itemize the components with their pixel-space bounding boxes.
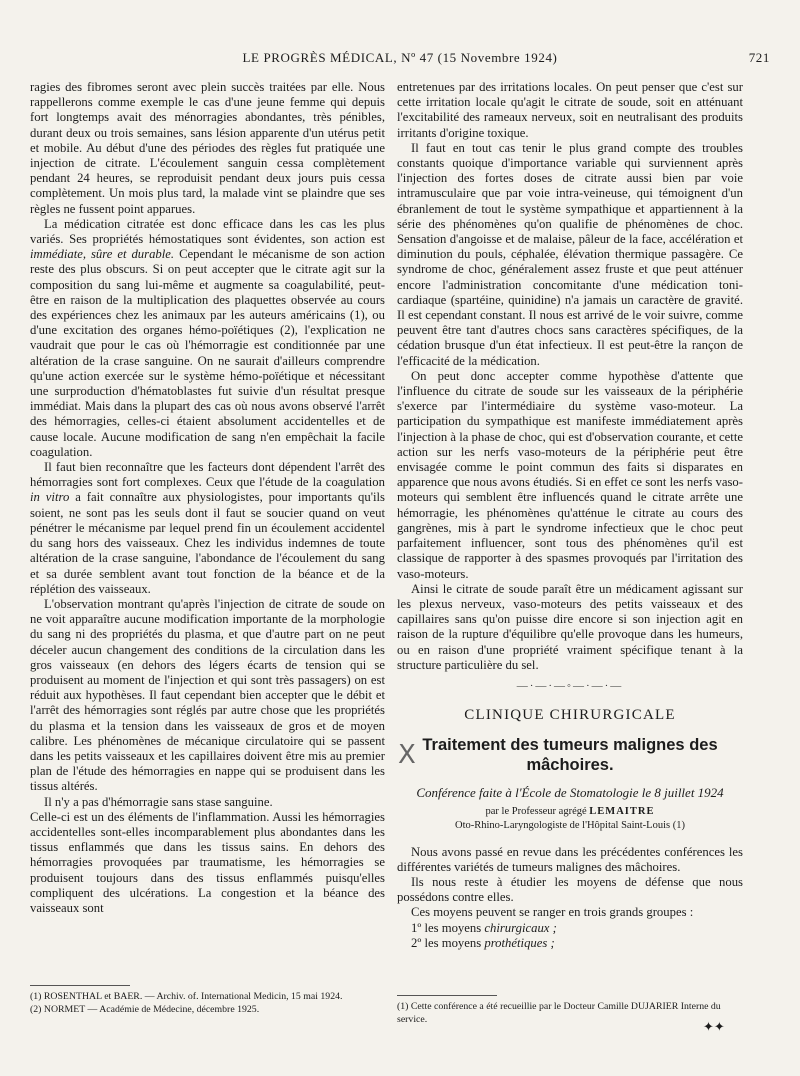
- author-affiliation: Oto-Rhino-Laryngologiste de l'Hôpital Saint-Louis (1): [455, 819, 685, 831]
- paragraph: L'observation montrant qu'après l'injection de citrate de soude on ne voit apparaître aucune modification importante de la morphologie du sang ni des propriétés du plasma, et que d'autre part on ne peut déceler aucun changement des conditions de la circulation dans les gros vaisseaux (en dehors des légers écarts de tension qui se produisent au moment de l'injection et qui sont très passagers) on est réduit aux hypothèses. Il faut cependant bien accepter que le débit et l'arrêt des hémorragies sont réglés par autre chose que les propriétés du plasma et la tension dans les vaisseaux de gros et de moyen calibre. Les phénomènes de mécanique circulatoire qui se passent dans les petits vaisseaux et les capillaires doivent être mis au premier plan de l'étude des hémorragies en nappe qui se produisent dans les tissus altérés.: [30, 596, 385, 794]
- list-item: 2º les moyens prothétiques ;: [411, 935, 555, 950]
- journal-title: LE PROGRÈS MÉDICAL, Nº 47 (15 Novembre 1924): [242, 50, 558, 65]
- footnote: (1) Cette conférence a été recueillie par le Docteur Camille DUJARIER Interne du service.: [397, 1001, 721, 1025]
- right-column: [397, 80, 743, 951]
- paragraph: On peut donc accepter comme hypothèse d'attente que l'influence du citrate de soude sur les vaisseaux de la périphérie s'exerce par l'intermédiaire du système vaso-moteur. La participation du sympathique est manifeste immédiatement après l'injection à la phase de choc, qui est d'observation courante, et cette action sur les nerfs vaso-moteurs de la périphérie peut être envisagée comme le point commun des faits si disparates en apparence que nous avons étudiés. Si en effet ce sont les nerfs vaso-moteurs qui semblent être influencés quand le citrate arrête une hémorragie, les phénomènes qu'atténue le citrate au cours des gangrènes, mis à part le syndrome infectieux que le choc peut parfaitement influencer, sont tous des phénomènes qu'il est classique de rapporter à des spasmes provoqués par l'irritation des vaso-moteurs.: [397, 368, 743, 581]
- paragraph: Ils nous reste à étudier les moyens de défense que nous possédons contre elles.: [397, 874, 743, 905]
- section-heading: CLINIQUE CHIRURGICALE: [464, 707, 676, 724]
- running-header: [30, 50, 770, 70]
- paragraph: Celle-ci est un des éléments de l'inflammation. Aussi les hémorragies accidentelles sont-elles incomparablement plus abondantes dans les tissus enflammés que dans les tissus sains. En dehors des hémorragies provoquées par traumatisme, les hémorragies se produisent toujours dans des tissus enflammés puisqu'elles compliquent des ulcérations. La congestion et la béance des vaisseaux sont: [30, 809, 385, 915]
- handwritten-x-mark: X: [398, 740, 416, 770]
- paragraph: Ces moyens peuvent se ranger en trois grands groupes :: [411, 905, 694, 920]
- footnotes-left: [30, 985, 385, 1016]
- paragraph: Il n'y a pas d'hémorragie sans stase sanguine.: [44, 794, 273, 809]
- paragraph: ragies des fibromes seront avec plein succès traitées par elle. Nous rappellerons comme exemple le cas d'une jeune femme qui depuis fort longtemps avait des ménorragies abondantes, très pénibles, durant deux ou trois semaines, sans lésion apparente d'un utérus petit et mobile. Au début d'une des périodes des règles fut pratiquée une injection de citrate. L'écoulement sanguin cessa complètement pendant 24 heures, se reproduisit pendant deux jours puis cessa complètement. Un mois plus tard, la malade vint se plaindre que ses règles ne fussent point apparues.: [30, 80, 385, 216]
- emphasis: in vitro: [30, 490, 70, 505]
- article-title: Traitement des tumeurs malignes des mâchoires.: [422, 736, 718, 775]
- footnote-rule: [30, 985, 130, 986]
- byline: par le Professeur agrégé LEMAITRE Oto-Rhino-Laryngologiste de l'Hôpital Saint-Louis (1): [455, 805, 685, 831]
- page-number: 721: [748, 50, 770, 65]
- list-item: 1º les moyens chirurgicaux ;: [411, 920, 557, 935]
- footnote-rule: [397, 995, 497, 996]
- footnotes-right: [397, 995, 743, 1026]
- paragraph: Nous avons passé en revue dans les précédentes conférences les différentes variétés de tumeurs malignes des mâchoires.: [397, 844, 743, 874]
- paragraph: Il faut en tout cas tenir le plus grand compte des troubles constants quoique d'importance variable qui surviennent après l'injection des fortes doses de citrate aussi bien par voie intramusculaire que par voie intra-veineuse, qui témoignent d'un ébranlement de tout le système sympathique et appartiennent à la série des phénomènes qu'on qualifie de phénomènes de choc. Sensation d'angoisse et de malaise, pâleur de la face, accélération et diminution du pouls, céphalée, élévation thermique passagère. Ce syndrome de choc, généralement assez fruste et que peut atténuer encore l'administration concomitante d'une médication toni-cardiaque (spartéine, quinidine) n'a jamais un caractère de gravité. Il est cependant constant. Il nous est arrivé de le voir suivre, comme peuvent être tant d'autres chocs sans caractères spécifiques, de la cédation brusque d'un état infectieux. Il est peut-être la rançon de l'efficacité de la médication.: [397, 140, 743, 368]
- footnote: (2) NORMET — Académie de Médecine, décembre 1925.: [30, 1003, 260, 1015]
- emphasis: immédiate, sûre et durable.: [30, 247, 175, 262]
- left-column: [30, 80, 385, 916]
- paragraph: entretenues par des irritations locales. On peut penser que c'est sur cette irritation locale qu'agit le citrate de soude, soit en atténuant l'excitabilité des rameaux nerveux, soit en neutralisant des produits irritants d'origine toxique.: [397, 80, 743, 140]
- paragraph: Il faut bien reconnaître que les facteurs dont dépendent l'arrêt des hémorragies sont fort complexes. Ceux que l'étude de la coagulation in vitro a fait connaître aux physiologistes, pour importants qu'ils soient, ne sont pas les seuls dont il faut se soucier quand on veut pénétrer le mécanisme par lequel prend fin un écoulement accidentel du sang hors des vaisseaux. Chez les individus indemnes de toute altération de la crase sanguine, l'abondance de l'écoulement du sang et sa durée semblent avant tout fonction de la béance et de la réplétion des vaisseaux.: [30, 460, 385, 596]
- conference-note: Conférence faite à l'École de Stomatologie le 8 juillet 1924: [416, 785, 724, 801]
- ornamental-divider: —·—·—◦—·—·—: [516, 679, 624, 692]
- paragraph: La médication citratée est donc efficace dans les cas les plus variés. Ses propriétés hémostatiques sont évidentes, son action est immédiate, sûre et durable. Cependant le mécanisme de son action reste des plus obscurs. Si on peut accepter que le citrate agit sur la composition du sang lui-même et augmente sa coagulabilité, peut-être en raison de la multiplication des plaquettes observée au cours des expériences chez les animaux par les auteurs américains (1), ou d'une excitation des organes hémo-poïétiques (2), l'explication ne vaudrait que pour le cas où l'hémorragie est conditionnée par une altération de la crase sanguine. On ne saurait d'ailleurs comprendre qu'une action exercée sur le système hémo-poïétique et nécessitant une surproduction d'hématoblastes fut suivie d'un résultat presque immédiat. Mais dans la plupart des cas où nous avons observé l'arrêt des hémorragies, celles-ci étaient absolument accidentelles et de cause locale. Aucune modification de sang n'en empêchait la facile coagulation.: [30, 216, 385, 459]
- end-ornament: ✦✦: [703, 1019, 725, 1034]
- paragraph: Ainsi le citrate de soude paraît être un médicament agissant sur les plexus nerveux, vaso-moteurs des petits vaisseaux et des capillaires sans qu'on puisse dire encore si son injection agit en raison de la rupture d'équilibre qu'elle provoque dans les humeurs, ou en raison d'une propriété vraiment spécifique tenant à la structure particulière du sel.: [397, 581, 743, 672]
- author-name: LEMAITRE: [589, 805, 655, 817]
- footnote: (1) ROSENTHAL et BAER. — Archiv. of. International Medicin, 15 mai 1924.: [30, 991, 343, 1002]
